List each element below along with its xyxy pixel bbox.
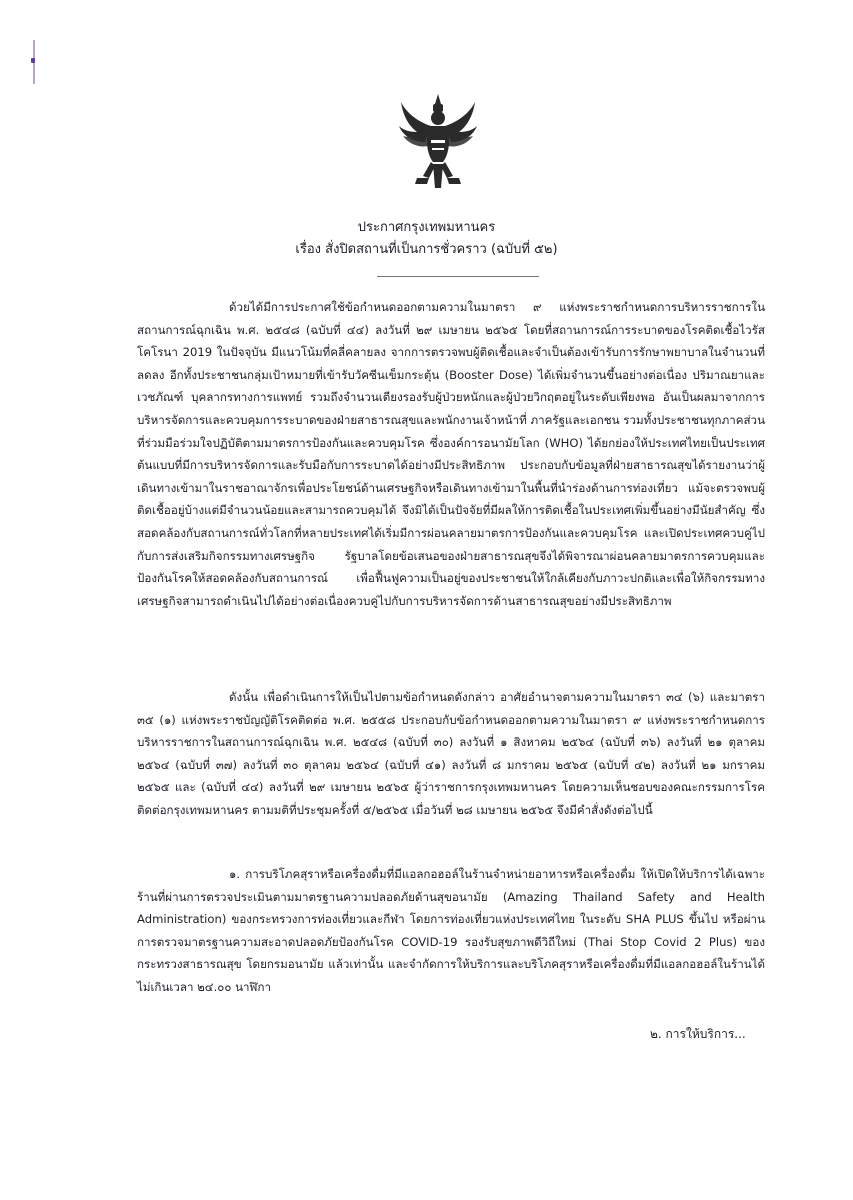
announcement-title: ประกาศกรุงเทพมหานคร: [357, 220, 496, 235]
paragraph-intro: [137, 296, 765, 612]
margin-dot: [31, 58, 35, 63]
garuda-emblem-icon: [395, 92, 481, 192]
paragraph-text: ด้วยได้มีการประกาศใช้ข้อกำหนดออกตามความในมาตรา ๙ แห่งพระราชกำหนดการบริหารราชการในสถานการณ์ฉุกเฉิน พ.ศ. ๒๕๔๘ (ฉบับที่ ๔๔) ลงวันที่ ๒๙ เมษายน ๒๕๖๕ โดยที่สถานการณ์การระบาดของโรคติดเชื้อไวรัสโคโรนา 2019 ในปัจจุบัน มีแนวโน้มที่คลี่คลายลง จากการตรวจพบผู้ติดเชื้อและจำเป็นต้องเข้ารับการรักษาพยาบาลในจำนวนที่ลดลง อีกทั้งประชาชนกลุ่มเป้าหมายที่เข้ารับวัคซีนเข็มกระตุ้น (Booster Dose) ได้เพิ่มจำนวนขึ้นอย่างต่อเนื่อง ปริมาณยาและเวชภัณฑ์ บุคลากรทางการแพทย์ รวมถึงจำนวนเตียงรองรับผู้ป่วยหนักและผู้ป่วยวิกฤตอยู่ในระดับเพียงพอ อันเป็นผลมาจากการบริหารจัดการและควบคุมการระบาดของฝ่ายสาธารณสุขและพนักงานเจ้าหน้าที่ ภาครัฐและเอกชน รวมทั้งประชาชนทุกภาคส่วนที่ร่วมมือร่วมใจปฏิบัติตามมาตรการป้องกันและควบคุมโรค ซึ่งองค์การอนามัยโลก (WHO) ได้ยกย่องให้ประเทศไทยเป็นประเทศต้นแบบที่มีการบริหารจัดการและรับมือกับการระบาดได้อย่างมีประสิทธิภาพ ประกอบกับข้อมูลที่ฝ่ายสาธารณสุขได้รายงานว่าผู้เดินทางเข้ามาในราชอาณาจักรเพื่อประโยชน์ด้านเศรษฐกิจหรือเดินทางเข้ามาในพื้นที่นำร่องด้านการท่องเที่ยว แม้จะตรวจพบผู้ติดเชื้ออยู่บ้างแต่มีจำนวนน้อยและสามารถควบคุมได้ จึงมิได้เป็นปัจจัยที่มีผลให้การติดเชื้อในประเทศเพิ่มขึ้นอย่างมีนัยสำคัญ ซึ่งสอดคล้องกับสถานการณ์ทั่วโลกที่หลายประเทศได้เริ่มมีการผ่อนคลายมาตรการป้องกันและควบคุมโรค และเปิดประเทศควบคู่ไปกับการส่งเสริมกิจกรรมทางเศรษฐกิจ รัฐบาลโดยข้อเสนอของฝ่ายสาธารณสุขจึงได้พิจารณาผ่อนคลายมาตรการควบคุมและป้องกันโรคให้สอดคล้องกับสถานการณ์ เพื่อฟื้นฟูความเป็นอยู่ของประชาชนให้ใกล้เคียงกับภาวะปกติและเพื่อให้กิจกรรมทางเศรษฐกิจสามารถดำเนินไปได้อย่างต่อเนื่องควบคู่ไปกับการบริหารจัดการด้านสาธารณสุขอย่างมีประสิทธิภาพ: [137, 300, 765, 608]
announcement-subject: เรื่อง สั่งปิดสถานที่เป็นการชั่วคราว (ฉบับที่ ๕๒): [295, 242, 558, 257]
heading-divider: [377, 276, 539, 277]
paragraph-text: ๑. การบริโภคสุราหรือเครื่องดื่มที่มีแอลกอฮอล์ในร้านจำหน่ายอาหารหรือเครื่องดื่ม ให้เปิดให้บริการได้เฉพาะร้านที่ผ่านการตรวจประเมินตามมาตรฐานความปลอดภัยด้านสุขอนามัย (Amazing Thailand Safety and Health Administration) ของกระทรวงการท่องเที่ยวและกีฬา โดยการท่องเที่ยวแห่งประเทศไทย ในระดับ SHA PLUS ขึ้นไป หรือผ่านการตรวจมาตรฐานความสะอาดปลอดภัยป้องกันโรค COVID-19 รองรับสุขภาพดีวิถีใหม่ (Thai Stop Covid 2 Plus) ของกระทรวงสาธารณสุข โดยกรมอนามัย แล้วเท่านั้น และจำกัดการให้บริการและบริโภคสุราหรือเครื่องดื่มที่มีแอลกอฮอล์ในร้านได้ไม่เกินเวลา ๒๔.๐๐ นาฬิกา: [137, 867, 765, 994]
continued-indicator: ๒. การให้บริการ...: [650, 1027, 746, 1041]
paragraph-text: ดังนั้น เพื่อดำเนินการให้เป็นไปตามข้อกำหนดดังกล่าว อาศัยอำนาจตามความในมาตรา ๓๔ (๖) และมาตรา ๓๕ (๑) แห่งพระราชบัญญัติโรคติดต่อ พ.ศ. ๒๕๕๘ ประกอบกับข้อกำหนดออกตามความในมาตรา ๙ แห่งพระราชกำหนดการบริหารราชการในสถานการณ์ฉุกเฉิน พ.ศ. ๒๕๔๘ (ฉบับที่ ๓๐) ลงวันที่ ๑ สิงหาคม ๒๕๖๔ (ฉบับที่ ๓๖) ลงวันที่ ๒๑ ตุลาคม ๒๕๖๔ (ฉบับที่ ๓๗) ลงวันที่ ๓๐ ตุลาคม ๒๕๖๔ (ฉบับที่ ๔๑) ลงวันที่ ๘ มกราคม ๒๕๖๕ (ฉบับที่ ๔๒) ลงวันที่ ๒๑ มกราคม ๒๕๖๕ และ (ฉบับที่ ๔๔) ลงวันที่ ๒๙ เมษายน ๒๕๖๕ ผู้ว่าราชการกรุงเทพมหานคร โดยความเห็นชอบของคณะกรรมการโรคติดต่อกรุงเทพมหานคร ตามมติที่ประชุมครั้งที่ ๕/๒๕๖๕ เมื่อวันที่ ๒๘ เมษายน ๒๕๖๕ จึงมีคำสั่งดังต่อไปนี้: [137, 690, 765, 817]
paragraph-authority: [137, 686, 765, 822]
paragraph-clause-1: [137, 863, 765, 999]
